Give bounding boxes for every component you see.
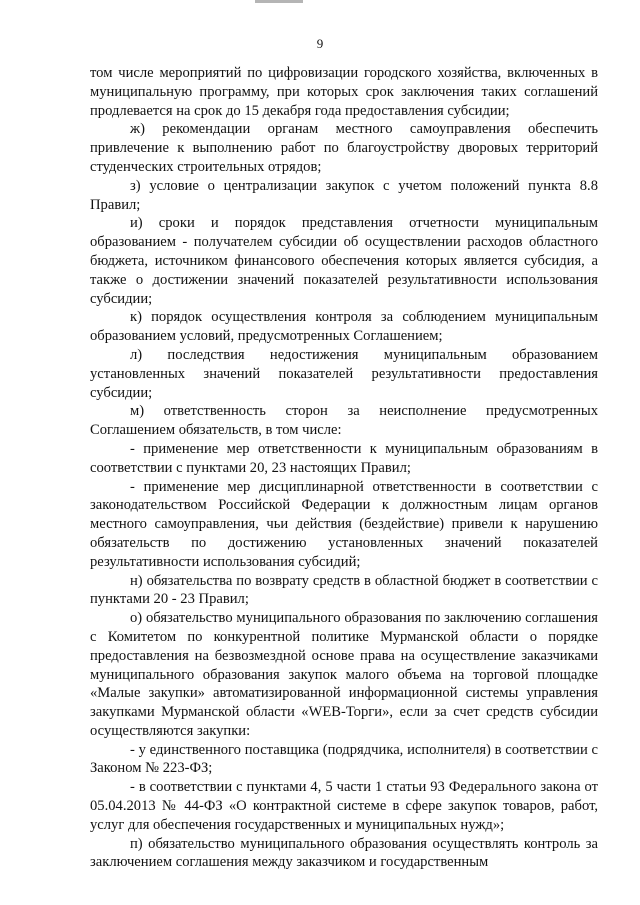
paragraph-subitem-o-1: - у единственного поставщика (подрядчика, исполнителя) в соответствии с Законом № 223-ФЗ; — [90, 741, 598, 777]
paragraph-item-zh: ж) рекомендации органам местного самоуправления обеспечить привлечение к выполнению работ по благоустройству дворовых территорий студенческих строительных отрядов; — [90, 121, 598, 175]
paragraph-subitem-m-2: - применение мер дисциплинарной ответственности в соответствии с законодательством Российской Федерации к должностным лицам органов местного самоуправления, чьи действия (бездействие) привели к нарушению обязательств по достижению установленных значений показателей результативности использования субсидий; — [90, 478, 598, 570]
paragraph-subitem-o-2: - в соответствии с пунктами 4, 5 части 1 статьи 93 Федерального закона от 05.04.2013 № 44-ФЗ «О контрактной системе в сфере закупок товаров, работ, услуг для обеспечения государственных и муниципальных нужд»; — [90, 779, 598, 833]
document-body — [90, 64, 598, 872]
paragraph-item-n: н) обязательства по возврату средств в областной бюджет в соответствии с пунктами 20 - 23 Правил; — [90, 572, 598, 608]
paragraph-item-k: к) порядок осуществления контроля за соблюдением муниципальным образованием условий, предусмотренных Соглашением; — [90, 309, 598, 345]
page-number: 9 — [316, 36, 324, 51]
paragraph-subitem-m-1: - применение мер ответственности к муниципальным образованиям в соответствии с пунктами 20, 23 настоящих Правил; — [90, 440, 598, 476]
paragraph-item-l: л) последствия недостижения муниципальным образованием установленных значений показателей результативности предоставления субсидии; — [90, 346, 598, 401]
paragraph-item-m: м) ответственность сторон за неисполнение предусмотренных Соглашением обязательств, в том числе: — [90, 403, 598, 439]
paragraph-item-z: з) условие о централизации закупок с учетом положений пункта 8.8 Правил; — [90, 177, 598, 213]
scan-mark — [255, 0, 303, 3]
paragraph-item-i: и) сроки и порядок представления отчетности муниципальным образованием - получателем субсидии об осуществлении расходов областного бюджета, источником финансового обеспечения которых является субсидия, а также о достижении значений показателей результативности использования субсидии; — [90, 215, 598, 307]
paragraph-item-p: п) обязательство муниципального образования осуществлять контроль за заключением соглашения между заказчиком и государственным — [90, 835, 598, 871]
paragraph-continuation: том числе мероприятий по цифровизации городского хозяйства, включенных в муниципальную программу, при которых срок заключения таких соглашений продлевается на срок до 15 декабря года предоставления субсидии; — [90, 65, 598, 119]
paragraph-item-o: о) обязательство муниципального образования по заключению соглашения с Комитетом по конкурентной политике Мурманской области о порядке предоставления на безвозмездной основе права на осуществление заказчиками муниципального образования закупок малого объема на торговой площадке «Малые закупки» автоматизированной информационной системы управления закупками Мурманской области «WEB-Торги», если за счет средств субсидии осуществляются закупки: — [90, 610, 598, 739]
